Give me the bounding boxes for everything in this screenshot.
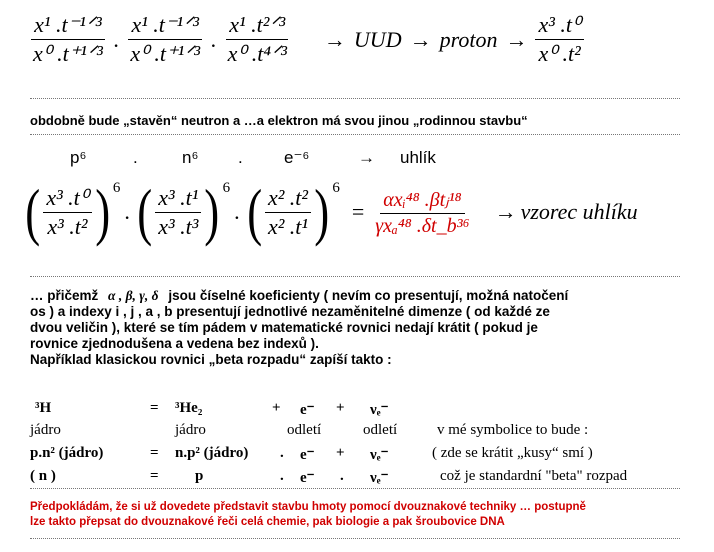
fraction-3: $\frac{\text{x¹ .t²ᐟ³}}{\text{x⁰ .t⁴ᐟ³}}$ bbox=[227, 12, 287, 66]
explanation-paragraph: … přičemž α , β, γ, δ jsou číselné koeficienty ( nevím co presentují, možná natočení os ) a indexy i , j , a , b presentují jednotlivé nezaměnitelné dimenze ( od každé ze dvou veličin ), které se tím pádem v matematické rovnici nedají krátit ( pokud je rovnice zjednodušena a vedena bez indexů ). Například klasickou rovnici „beta rozpadu“ zapíší takto : bbox=[30, 288, 569, 367]
equation-proton: $\frac{\text{x¹ .t⁻¹ᐟ³}}{\text{x⁰ .t⁺¹ᐟ³}}$ . $\frac{\text{x¹ .t⁻¹ᐟ³}}{\text{x⁰ .t⁺¹ᐟ³}}$ . $\frac{\text{x¹ .t²ᐟ³}}{\text{x⁰ .t⁴ᐟ³}}$ → UUD → proton → $\frac{\text{x³ .t⁰}}{\text{x⁰ .t²}}$ bbox=[30, 12, 584, 67]
equation-carbon: ( $\frac{\text{x³ .t⁰}}{\text{x³ .t²}}$ ) 6 . ( $\frac{\text{x³ .t¹}}{\text{x³ .t³}}$ ) 6 . ( $\frac{\text{x² .t²}}{\text{x² .t¹}}$ ) 6 = $\frac{\text{αxᵢ⁴⁸ .βtⱼ¹⁸}}{\text{γxₐ⁴⁸ .δt\_b³⁶}}$ → vzorec uhlíku bbox=[25, 176, 638, 247]
divider bbox=[30, 98, 680, 99]
divider bbox=[30, 134, 680, 135]
sentence-neutron: obdobně bude „stavěn“ neutron a …a elektron má svou jinou „rodinnou stavbu“ bbox=[30, 113, 528, 128]
fraction-2: $\frac{\text{x¹ .t⁻¹ᐟ³}}{\text{x⁰ .t⁺¹ᐟ³}}$ bbox=[130, 12, 201, 66]
vzorec-label: vzorec uhlíku bbox=[520, 199, 638, 224]
arrow-icon: → bbox=[358, 148, 375, 167]
footer-note: Předpokládám, že si už dovedete představit stavbu hmoty pomocí dvouznakové techniky … postupně lze takto přepsat do dvouznakové řeči celá chemie, pak biologie a pak šroubovice DNA bbox=[30, 501, 586, 528]
divider bbox=[30, 488, 680, 489]
fraction-carbon-result: $\frac{\text{αxᵢ⁴⁸ .βtⱼ¹⁸}}{\text{γxₐ⁴⁸ .δt\_b³⁶}}$ bbox=[375, 188, 470, 237]
fraction-result: $\frac{\text{x³ .t⁰}}{\text{x⁰ .t²}}$ bbox=[535, 12, 583, 67]
uud-label: UUD bbox=[353, 26, 402, 52]
divider bbox=[30, 538, 680, 539]
arrow-icon: → bbox=[323, 26, 346, 52]
proton-label: proton bbox=[439, 26, 498, 52]
fraction-1: $\frac{\text{x¹ .t⁻¹ᐟ³}}{\text{x⁰ .t⁺¹ᐟ³}}$ bbox=[33, 12, 103, 66]
arrow-icon: → bbox=[505, 26, 528, 52]
uhlik-label: uhlík bbox=[400, 148, 436, 167]
particle-line: p⁶ . n⁶ . e⁻⁶ → uhlík bbox=[70, 148, 436, 167]
arrow-icon: → bbox=[494, 199, 517, 224]
fraction-p: $\frac{\text{x³ .t⁰}}{\text{x³ .t²}}$ bbox=[43, 185, 91, 240]
fraction-n: $\frac{\text{x³ .t¹}}{\text{x³ .t³}}$ bbox=[155, 185, 201, 240]
arrow-icon: → bbox=[409, 26, 432, 52]
divider bbox=[30, 276, 680, 277]
fraction-e: $\frac{\text{x² .t²}}{\text{x² .t¹}}$ bbox=[265, 185, 311, 240]
